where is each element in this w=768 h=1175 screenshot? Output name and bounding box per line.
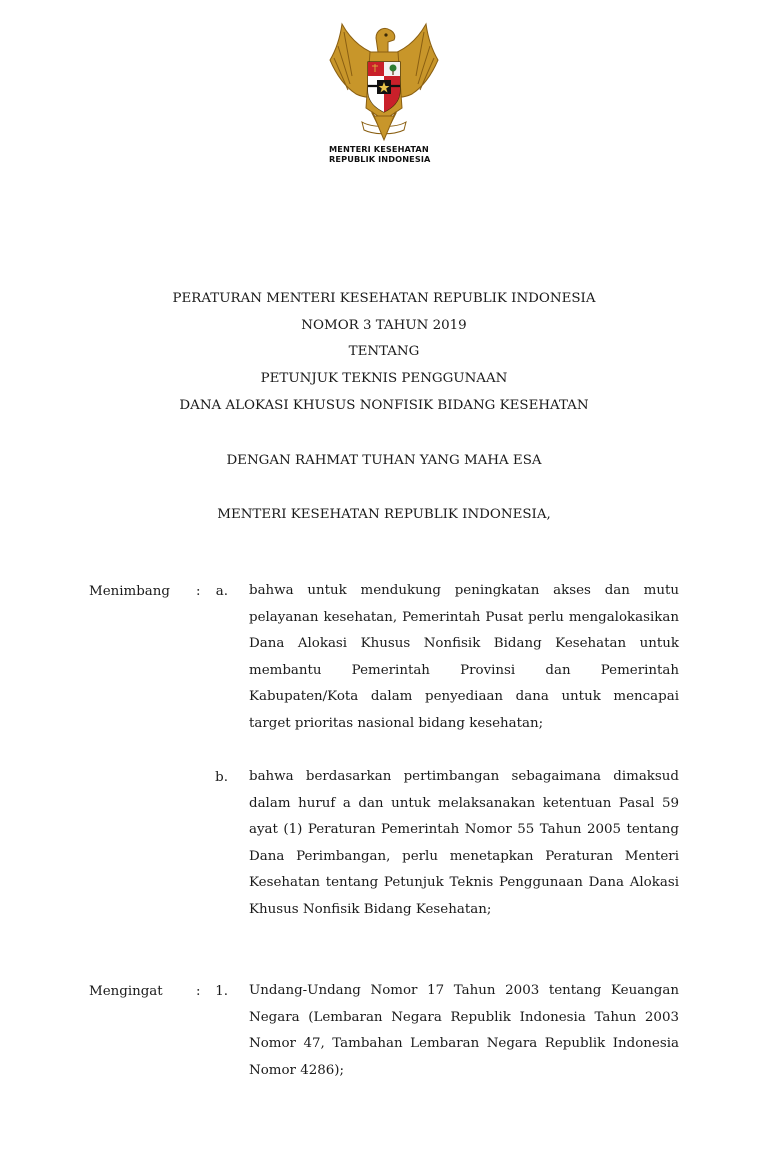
institution-line-2: REPUBLIK INDONESIA bbox=[329, 153, 431, 164]
mengingat-label: Mengingat bbox=[89, 984, 163, 999]
title-line-5: DANA ALOKASI KHUSUS NONFISIK BIDANG KESEHATAN bbox=[179, 398, 589, 413]
mengingat-item-1-text: Undang-Undang Nomor 17 Tahun 2003 tentang Keuangan Negara (Lembaran Negara Republik Indonesia Tahun 2003 Nomor 47, Tambahan Lembaran Negara Republik Indonesia Nomor 4286); bbox=[249, 983, 679, 1078]
preamble-line: DENGAN RAHMAT TUHAN YANG MAHA ESA bbox=[226, 453, 542, 468]
menimbang-item-a-text: bahwa untuk mendukung peningkatan akses dan mutu pelayanan kesehatan, Pemerintah Pusat perlu mengalokasikan Dana Alokasi Khusus Nonfisik Bidang Kesehatan untuk membantu Pemerintah Provinsi dan Pemerintah Kabupaten/Kota dalam penyediaan dana untuk mencapai target prioritas nasional bidang kesehatan; bbox=[249, 583, 679, 731]
menimbang-item-a-marker: a. bbox=[215, 584, 228, 599]
institution-name bbox=[329, 145, 449, 164]
issuer-line: MENTERI KESEHATAN REPUBLIK INDONESIA, bbox=[217, 507, 551, 522]
title-line-2: NOMOR 3 TAHUN 2019 bbox=[301, 318, 467, 333]
title-line-1: PERATURAN MENTERI KESEHATAN REPUBLIK INDONESIA bbox=[172, 291, 596, 306]
mengingat-item-1-marker: 1. bbox=[215, 984, 228, 999]
mengingat-colon: : bbox=[196, 984, 201, 999]
title-line-3: TENTANG bbox=[348, 344, 420, 359]
garuda-emblem-icon bbox=[322, 16, 446, 144]
institution-line-1: MENTERI KESEHATAN bbox=[329, 144, 429, 154]
menimbang-item-b-text: bahwa berdasarkan pertimbangan sebagaimana dimaksud dalam huruf a dan untuk melaksanakan ketentuan Pasal 59 ayat (1) Peraturan Pemerintah Nomor 55 Tahun 2005 tentang Dana Perimbangan, perlu menetapkan Peraturan Menteri Kesehatan tentang Petunjuk Teknis Penggunaan Dana Alokasi Khusus Nonfisik Bidang Kesehatan; bbox=[249, 769, 679, 917]
menimbang-item-b-marker: b. bbox=[215, 770, 228, 785]
garuda-emblem-graphic bbox=[322, 16, 446, 144]
menimbang-colon: : bbox=[196, 584, 201, 599]
menimbang-label: Menimbang bbox=[89, 584, 170, 599]
title-line-4: PETUNJUK TEKNIS PENGGUNAAN bbox=[260, 371, 508, 386]
